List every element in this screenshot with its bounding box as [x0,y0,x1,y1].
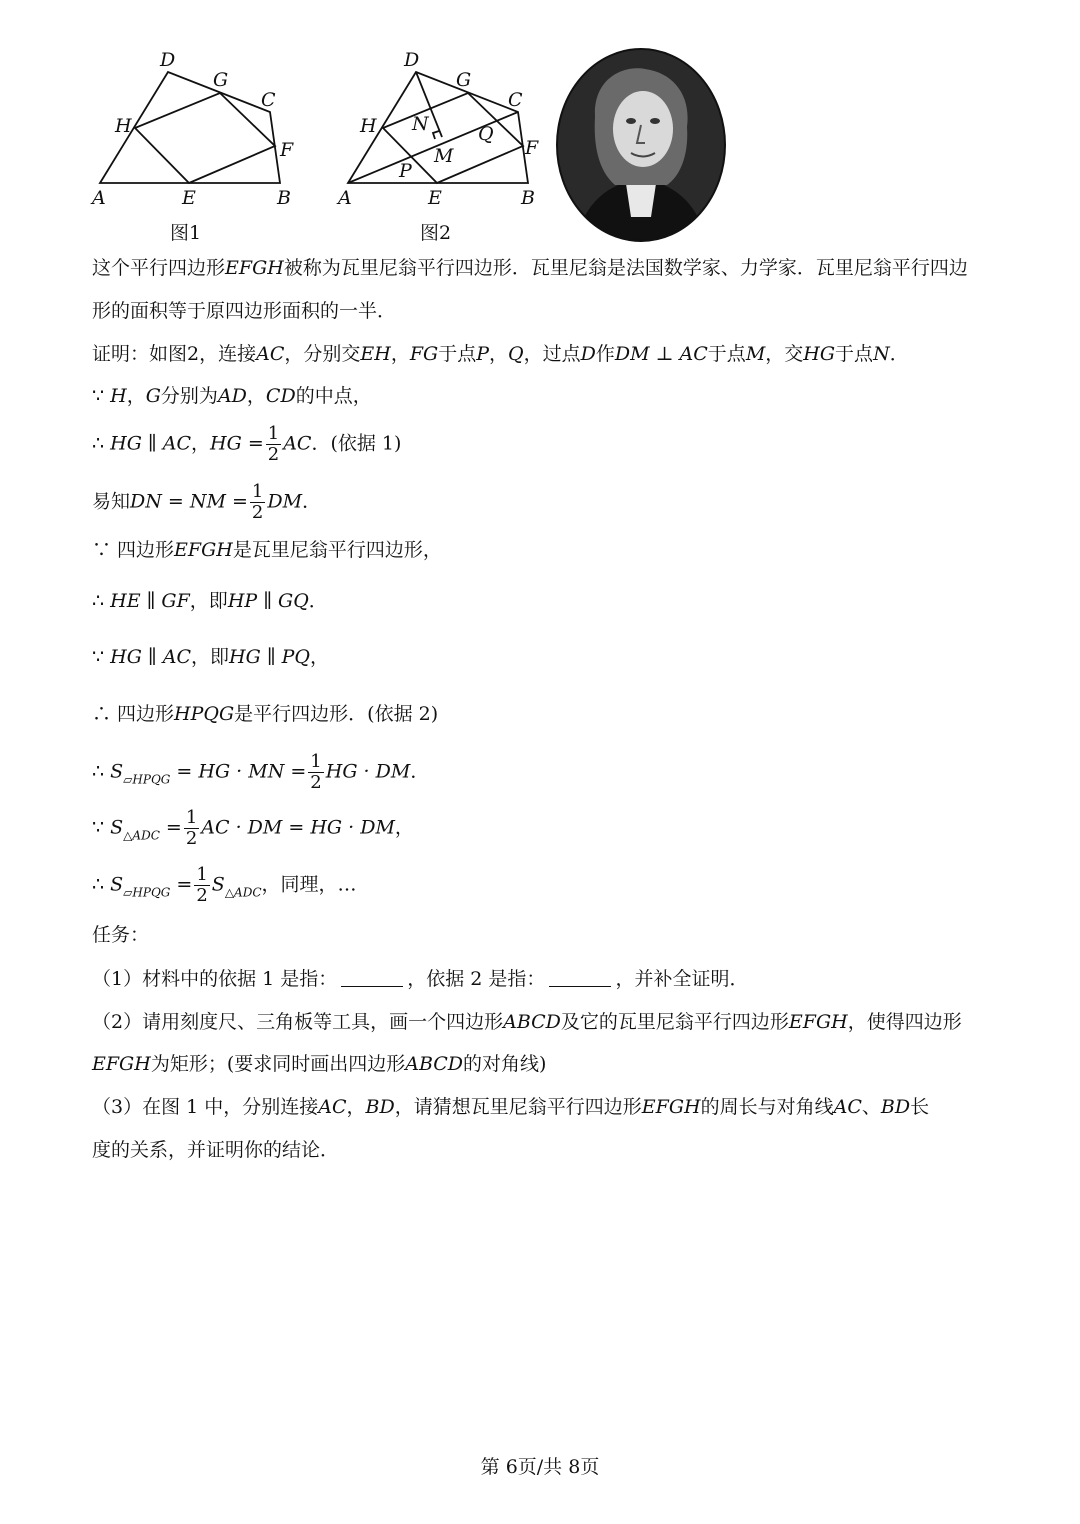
text-span: ∴ [92,590,105,612]
text-span: 分别为 [160,385,218,407]
fraction-one-half [266,424,281,465]
math-span: S [110,816,124,839]
proof-line-1 [92,383,372,409]
math-span: P [476,343,490,365]
text-span: ， [246,385,266,407]
text-span: ， [346,1096,366,1118]
math-span: HP ∥ GQ [227,590,309,612]
page-footer: 第 6页/共 8页 [480,1456,600,1478]
fig2-label-A: A [338,187,352,209]
fig1-label-C: C [261,89,276,111]
subscript: △ADC [123,828,160,843]
fig2-label-D: D [404,49,420,71]
text-span: ，使得四边形 [847,1011,962,1033]
text-span: （2）请用刻度尺、三角板等工具，画一个四边形 [92,1011,504,1033]
text-span: ，交 [765,343,804,365]
math-span: = [176,873,193,896]
fig2-label-M: M [434,145,454,167]
fraction-numerator: 1 [267,423,280,444]
text-span: ， [489,343,509,365]
math-span: S [110,873,124,896]
math-span: EH [360,343,391,365]
proof-line-2 [92,424,401,465]
fig2-label-F: F [525,137,539,159]
math-span: EFGH [788,1011,848,1033]
fig2-label-N: N [412,113,429,135]
task-2-line-2 [92,1051,546,1077]
text-span: 是平行四边形．(依据 2) [234,703,439,725]
fig2-label-H: H [360,115,377,137]
fraction-denominator: 2 [185,828,198,849]
text-span: ，即 [191,646,230,668]
proof-line-8 [92,752,429,793]
text-span: 这个平行四边形 [92,257,226,279]
math-span: DM [267,490,303,513]
fig2-label-B: B [521,187,535,209]
text-span: 于点 [438,343,477,365]
proof-line-10 [92,865,357,906]
answer-blank-1[interactable] [341,968,403,987]
math-span: BD [880,1096,911,1118]
text-span: ，分别交 [284,343,361,365]
proof-intro-line [92,341,909,367]
text-span: 为矩形；(要求同时画出四边形 [150,1053,406,1075]
text-span: 的对角线) [463,1053,547,1075]
text-span: 的中点， [295,385,372,407]
fraction-denominator: 2 [267,444,280,465]
fraction-numerator: 1 [310,751,322,772]
math-span: Q [508,343,524,365]
text-span: ． [308,590,328,612]
fraction-numerator: 1 [185,807,198,828]
text-span: 、 [861,1096,881,1118]
math-span: HG ∥ AC [110,646,192,668]
text-span: ， [191,432,211,455]
fig1-label-A: A [92,187,106,209]
fraction-numerator: 1 [196,864,208,885]
text-span: 作 [595,343,615,365]
math-span: AD [217,385,247,407]
task-2-line-1 [92,1009,962,1035]
fig1-label-F: F [280,139,294,161]
fig2-label-E: E [428,187,442,209]
task-heading: 任务： [92,924,150,946]
math-span: HG = [210,432,264,455]
math-span: AC [833,1096,862,1118]
text-span: ，请猜想瓦里尼翁平行四边形 [394,1096,642,1118]
math-span: = HG · MN = [176,760,307,783]
text-span: ，依据 2 是指： [407,968,546,990]
text-span: ∴ [92,760,105,783]
fig1-label-D: D [160,49,176,71]
text-span: ∵ 四边形 [92,539,175,561]
math-span: S [110,760,124,783]
text-span: 于点 [835,343,874,365]
text-span: ， [126,385,146,407]
proof-line-3 [92,482,321,523]
text-span: 易知 [92,490,131,513]
math-span: AC [283,432,312,455]
math-span: = [165,816,182,839]
text-span: ，同理，… [261,873,357,896]
math-span: CD [265,385,296,407]
math-span: EFGH [641,1096,701,1118]
math-span: S [211,873,225,896]
fig2-label-P: P [399,160,412,182]
intro-line-1 [92,255,968,281]
text-span: ， [310,646,330,668]
task-3-line-2: 度的关系，并证明你的结论． [92,1139,340,1161]
math-span: D [580,343,596,365]
text-span: ，即 [189,590,228,612]
text-span: ， [394,816,414,839]
text-span: （1）材料中的依据 1 是指： [92,968,338,990]
text-span: ∴ [92,873,105,896]
math-span: EFGH [92,1053,151,1075]
math-span: AC [318,1096,347,1118]
math-span: HE ∥ GF [110,590,190,612]
task-1 [92,966,748,992]
math-span: HPQG [174,703,235,725]
proof-line-5 [92,588,328,614]
fig2-label-C: C [508,89,523,111]
text-span: 被称为瓦里尼翁平行四边形．瓦里尼翁是法国数学家、力学家．瓦里尼翁平行四边 [283,257,968,279]
intro-line-2: 形的面积等于原四边形面积的一半． [92,300,397,322]
varignon-portrait-image [555,47,727,243]
text-span: ，过点 [523,343,581,365]
subscript: ▱HPQG [123,772,171,787]
math-span: AC · DM = HG · DM [201,816,395,839]
math-span: FG [409,343,439,365]
text-span: ∴ [92,432,105,455]
fig1-caption: 图1 [170,222,202,244]
text-span: 是瓦里尼翁平行四边形， [232,539,442,561]
text-span: ，并补全证明． [615,968,749,990]
math-span: HG · DM [325,760,411,783]
math-span: N [873,343,890,365]
fraction-denominator: 2 [196,885,208,906]
fig2-label-G: G [456,69,472,91]
math-span: BD [365,1096,395,1118]
math-span: HG ∥ AC [110,432,192,455]
figures-area [0,0,1080,250]
fraction-one-half [250,482,265,523]
math-span: M [745,343,766,365]
fig2-caption: 图2 [420,222,452,244]
math-span: DM ⊥ AC [614,343,708,365]
proof-line-6 [92,644,329,670]
math-span: DN = NM = [130,490,248,513]
proof-line-9 [92,808,414,849]
text-span: ∵ [92,646,105,668]
fraction-one-half [308,752,323,793]
fraction-numerator: 1 [251,481,264,502]
fig1-label-H: H [115,115,132,137]
math-span: EFGH [174,539,233,561]
text-span: ． [889,343,909,365]
fraction-denominator: 2 [251,502,264,523]
math-span: EFGH [225,257,284,279]
math-span: HG ∥ PQ [229,646,310,668]
math-span: HG [803,343,836,365]
text-span: ． [410,760,430,783]
text-span: ∴ 四边形 [92,703,175,725]
proof-line-7 [92,701,438,727]
math-span: H [110,385,127,407]
math-span: ABCD [503,1011,561,1033]
text-span: 及它的瓦里尼翁平行四边形 [560,1011,789,1033]
subscript: ▱HPQG [123,885,171,900]
fraction-one-half [194,865,209,906]
text-span: 的周长与对角线 [700,1096,834,1118]
proof-line-4 [92,537,442,563]
fig1-label-B: B [277,187,291,209]
text-span: ∵ [92,816,105,839]
math-span: G [145,385,161,407]
text-span: （3）在图 1 中，分别连接 [92,1096,319,1118]
text-span: ． [302,490,322,513]
fig2-label-Q: Q [478,123,494,145]
math-span: AC [256,343,285,365]
fraction-denominator: 2 [310,772,322,793]
text-span: 证明：如图2，连接 [92,343,257,365]
fig1-label-G: G [213,69,229,91]
figure-2-diagram [328,0,568,250]
text-span: ， [390,343,410,365]
text-span: ∵ [92,385,105,407]
text-span: 长 [910,1096,930,1118]
fig1-label-E: E [182,187,196,209]
subscript: △ADC [224,885,262,900]
math-span: ABCD [405,1053,464,1075]
task-3-line-1 [92,1094,929,1120]
text-span: 于点 [707,343,746,365]
fraction-one-half [184,808,199,849]
text-span: ．(依据 1) [311,432,402,455]
answer-blank-2[interactable] [549,968,611,987]
